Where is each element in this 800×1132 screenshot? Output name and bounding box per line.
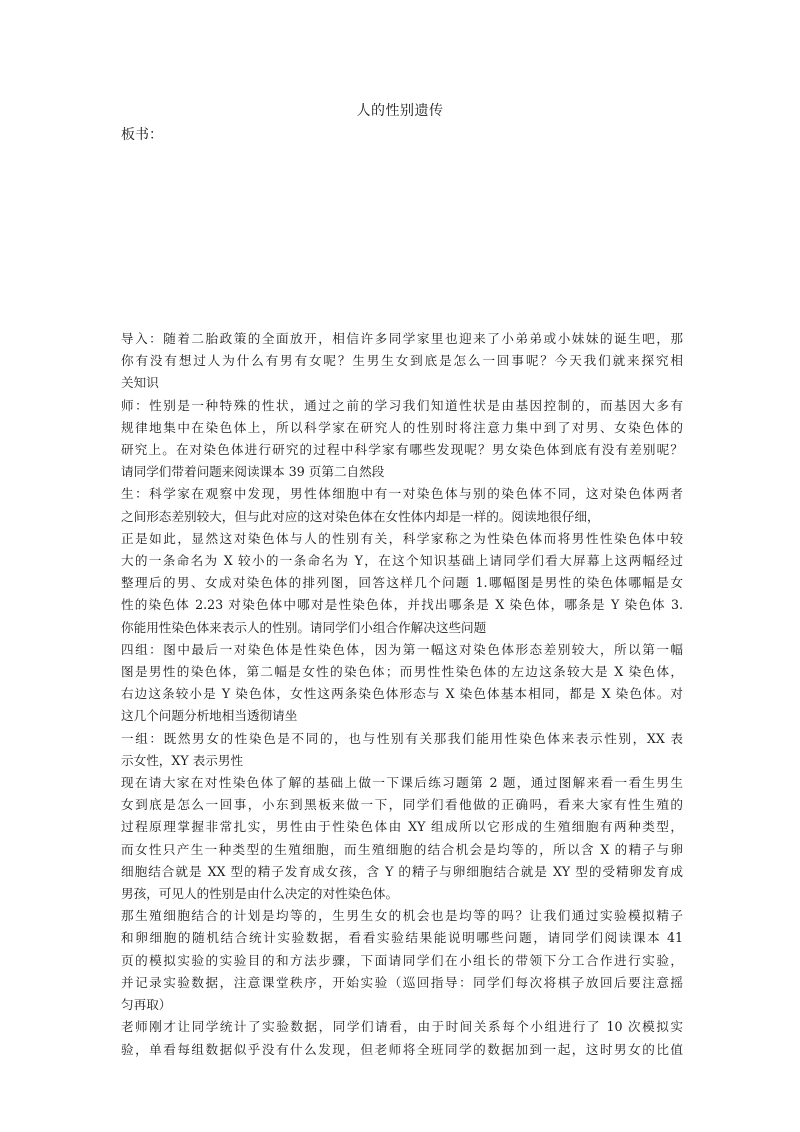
paragraph: [121, 528, 683, 639]
paragraph-line: 现在请大家在对性染色体了解的基础上做一下课后练习题第 2 题，通过图解来看一看生男生: [121, 775, 683, 791]
paragraph-line: 示女性，XY 表示男性: [121, 752, 244, 768]
paragraph-line: 请同学们带着问题来阅读课本 39 页第二自然段: [121, 464, 385, 480]
paragraph-line: 老师刚才让同学统计了实验数据，同学们请看，由于时间关系每个小组进行了 10 次模拟实: [121, 1019, 683, 1035]
paragraph-line: 一组：既然男女的性染色是不同的，也与性别有关那我们能用性染色体来表示性别，XX 表: [121, 730, 683, 746]
paragraph-line: 生：科学家在观察中发现，男性体细胞中有一对染色体与别的染色体不同，这对染色体两者: [121, 486, 683, 502]
paragraph-line: 过程原理掌握非常扎实，男性由于性染色体由 XY 组成所以它形成的生殖细胞有两种类型，: [121, 819, 683, 835]
paragraph-line: 之间形态差别较大，但与此对应的这对染色体在女性体内却是一样的。阅读地很仔细，: [121, 508, 600, 524]
paragraph: [121, 772, 683, 905]
paragraph: [121, 639, 683, 728]
paragraph-line: 正是如此，显然这对染色体与人的性别有关，科学家称之为性染色体而将男性性染色体中较: [121, 530, 683, 546]
paragraph-line: 右边这条较小是 Y 染色体，女性这两条染色体形态与 X 染色体基本相同，都是 X 染色体。对: [121, 686, 683, 702]
paragraph-line: 那生殖细胞结合的计划是均等的，生男生女的机会也是均等的吗？让我们通过实验模拟精子: [121, 908, 683, 924]
paragraph-line: 这几个问题分析地相当透彻请坐: [121, 708, 298, 724]
paragraph-line: 验，单看每组数据似乎没有什么发现，但老师将全班同学的数据加到一起，这时男女的比值: [121, 1041, 683, 1057]
paragraph-line: 你有没有想过人为什么有男有女呢？生男生女到底是怎么一回事呢？今天我们就来探究相: [121, 353, 683, 369]
paragraph-line: 四组：图中最后一对染色体是性染色体，因为第一幅这对染色体形态差别较大，所以第一幅: [121, 641, 683, 657]
paragraph-line: 和卵细胞的随机结合统计实验数据，看看实验结果能说明哪些问题，请同学们阅读课本 41: [121, 930, 683, 946]
paragraph-line: 大的一条命名为 X 较小的一条命名为 Y，在这个知识基础上请同学们看大屏幕上这两幅经过: [121, 553, 683, 569]
paragraph: [121, 395, 683, 484]
paragraph-line: 匀再取）: [121, 997, 172, 1013]
paragraph: [121, 483, 683, 527]
board-label: 板书：: [121, 127, 163, 143]
paragraph-line: 导入：随着二胎政策的全面放开，相信许多同学家里也迎来了小弟弟或小妹妹的诞生吧，那: [121, 331, 683, 346]
document-body: [121, 328, 683, 1061]
paragraph-line: 你能用性染色体来表示人的性别。请同学们小组合作解决这些问题: [121, 619, 487, 635]
paragraph-line: 并记录实验数据，注意课堂秩序，开始实验（巡回指导：同学们每次将棋子放回后要注意摇: [121, 974, 683, 990]
paragraph-line: 师：性别是一种特殊的性状，通过之前的学习我们知道性状是由基因控制的，而基因大多有: [121, 397, 683, 413]
paragraph: [121, 328, 683, 395]
paragraph: [121, 1016, 683, 1060]
paragraph-line: 关知识: [121, 375, 159, 391]
paragraph-line: 性的染色体 2.23 对染色体中哪对是性染色体，并找出哪条是 X 染色体，哪条是 Y 染色体 3.: [121, 597, 683, 613]
paragraph-line: 女到底是怎么一回事，小东到黑板来做一下，同学们看他做的正确吗，看来大家有性生殖的: [121, 797, 683, 813]
paragraph: [121, 905, 683, 1016]
paragraph-line: 页的模拟实验的实验目的和方法步骤，下面请同学们在小组长的带领下分工合作进行实验，: [121, 952, 683, 968]
paragraph-line: 而女性只产生一种类型的生殖细胞，而生殖细胞的结合机会是均等的，所以含 X 的精子与卵: [121, 841, 683, 857]
page-title: 人的性别遗传: [356, 103, 444, 119]
paragraph-line: 整理后的男、女成对染色体的排列图，回答这样几个问题 1.哪幅图是男性的染色体哪幅是女: [121, 575, 683, 591]
paragraph-line: 细胞结合就是 XX 型的精子发育成女孩，含 Y 的精子与卵细胞结合就是 XY 型的受精卵发育成: [121, 863, 683, 879]
paragraph-line: 规律地集中在染色体上，所以科学家在研究人的性别时将注意力集中到了对男、女染色体的: [121, 419, 683, 435]
paragraph: [121, 728, 683, 772]
paragraph-line: 男孩，可见人的性别是由什么决定的对性染色体。: [121, 886, 399, 902]
paragraph-line: 研究上。在对染色体进行研究的过程中科学家有哪些发现呢？男女染色体到底有没有差别呢？: [121, 442, 683, 458]
paragraph-line: 图是男性的染色体，第二幅是女性的染色体；而男性性染色体的左边这条较大是 X 染色体，: [121, 664, 683, 680]
